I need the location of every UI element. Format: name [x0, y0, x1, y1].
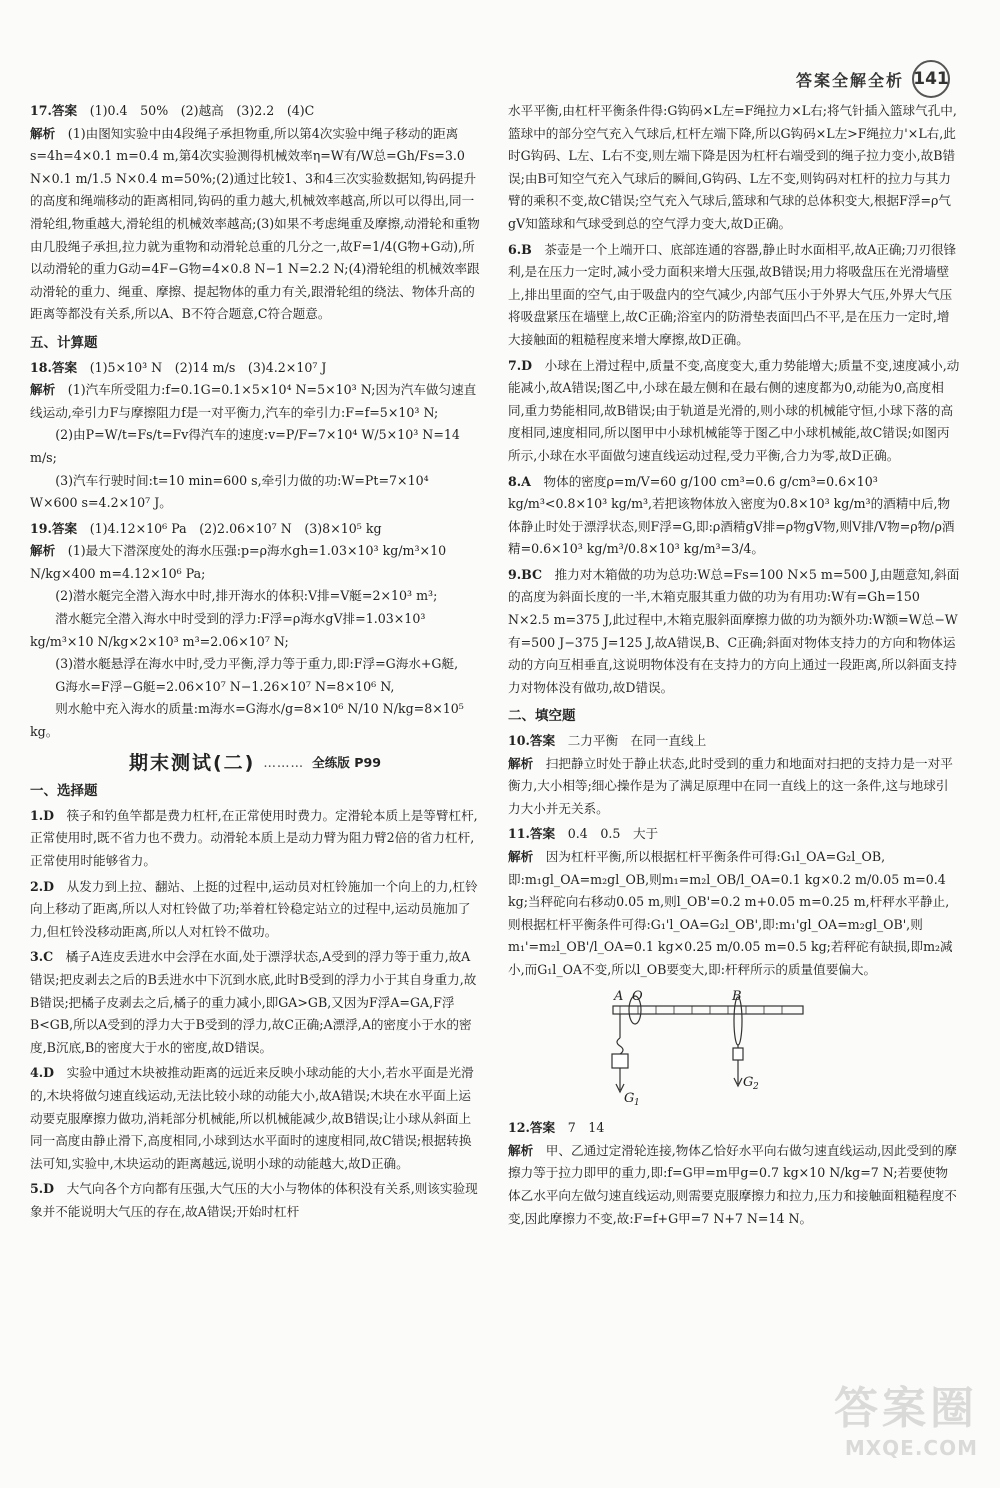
question-block	[508, 355, 960, 468]
question-text	[508, 1117, 960, 1140]
watermark-line1: 答案圈	[834, 1383, 978, 1434]
question-block	[30, 100, 480, 326]
question-text	[508, 100, 960, 236]
analysis-label: 解析	[508, 1142, 534, 1158]
question-text	[508, 355, 960, 468]
question-text	[508, 564, 960, 700]
section-heading: 五、计算题	[30, 334, 98, 351]
weight-g1	[612, 1054, 628, 1068]
analysis-text	[30, 540, 480, 585]
analysis-text	[508, 846, 960, 982]
analysis-extra: (2)由P=W/t=Fs/t=Fv得汽车的速度:v=P/F=7×10⁴ W/5×10³ N=14 m/s;	[30, 427, 460, 465]
answer-text: (1)5×10³ N (2)14 m/s (3)4.2×10⁷ J	[89, 359, 327, 375]
body-text: 物体的密度ρ=m/V=60 g/100 cm³=0.6 g/cm³=0.6×10³ kg/m³<0.8×10³ kg/m³,若把该物体放入密度为0.8×10³ kg/m³的酒精中后,物体静止时处于漂浮状态,则F浮=G,即:ρ酒精gV排=ρ物gV物,则V排/V物=ρ物/ρ酒精=0.6×10³ kg/m³/0.8×10³ kg/m³=3/4。	[508, 473, 955, 557]
left-column	[30, 100, 480, 1227]
weight-g2	[733, 1048, 743, 1060]
question-number: 3.C	[30, 949, 54, 965]
analysis-label: 解析	[30, 543, 56, 559]
label-g2-sub: 2	[753, 1081, 759, 1092]
answer-text: 二力平衡 在同一直线上	[567, 733, 707, 749]
question-text	[30, 357, 480, 380]
sliding-weight	[734, 997, 742, 1045]
body-text: 筷子和钓鱼竿都是费力杠杆,在正常使用时费力。定滑轮本质上是等臂杠杆,正常使用时,既不省力也不费力。动滑轮本质上是动力臂为阻力臂2倍的省力杠杆,正常使用时能够省力。	[30, 807, 478, 868]
question-block	[508, 730, 960, 820]
answer-text: 0.4 0.5 大于	[567, 826, 659, 842]
body-text: 从发力到上拉、翻站、上挺的过程中,运动员对杠铃施加一个向上的力,杠铃向上移动了距离,所以人对杠铃做了功;举着杠铃稳定站立的过程中,运动员施加了力,但杠铃没移动距离,所以人对杠铃不做功。	[30, 878, 478, 939]
analysis-label: 解析	[30, 125, 56, 141]
page-header	[796, 60, 950, 98]
question-block	[508, 1117, 960, 1230]
analysis-text	[508, 1140, 960, 1230]
lever-diagram	[608, 986, 808, 1106]
question-number: 5.D	[30, 1181, 55, 1197]
body-text: 因为杠杆平衡,所以根据杠杆平衡条件可得:G₁l_OA=G₂l_OB,即:m₁gl_OA=m₂gl_OB,则m₁=m₂l_OB/l_OA=0.1 kg×0.2 m/0.05 m=0.4 kg;当秤砣向右移动0.05 m,则l_OB'=0.2 m+0.05 m=0.25 m,杆秤水平静止,则根据杠杆平衡条件可得:G₁'l_OA=G₂l_OB',即:m₁'gl_OA=m₂gl_OB',则m₁'=m₂l_OB'/l_OA=0.1 kg×0.25 m/0.05 m=0.5 kg;若秤砣有缺损,即m₂减小,而G₁l_OA不变,所以l_OB要变大,即:杆秤所示的质量值要偏大。	[508, 849, 953, 977]
question-block	[30, 1178, 480, 1223]
watermark-line2: MXQE.COM	[844, 1436, 978, 1460]
answer-tag: 答案	[529, 826, 556, 842]
body-text: 小球在上滑过程中,质量不变,高度变大,重力势能增大;质量不变,速度减小,动能减小,故A错误;图乙中,小球在最左侧和在最右侧的速度都为0,动能为0,高度相同,重力势能相同,故B错误;由于轨道是光滑的,则小球的机械能守恒,小球下落的高度相同,速度相同,所以图甲中小球机械能等于图乙中小球机械能,故C错误;如图丙所示,小球在水平面做匀速直线运动过程,受力平衡,合力为零,故D正确。	[508, 357, 960, 463]
answer-tag: 答案	[51, 359, 78, 375]
question-number: 10.	[508, 733, 530, 749]
question-text	[508, 730, 960, 753]
hook	[617, 1038, 623, 1054]
answer-tag: 答案	[51, 520, 78, 536]
question-number: 11.	[508, 826, 530, 842]
question-text	[508, 823, 960, 846]
analysis-extra: 则水舱中充入海水的质量:m海水=G海水/g=8×10⁶ N/10 N/kg=8×10⁵ kg。	[30, 701, 464, 740]
question-block	[508, 823, 960, 981]
question-block	[508, 471, 960, 561]
question-text	[508, 471, 960, 561]
exam-ref: 全练版 P99	[312, 754, 382, 770]
question-text	[30, 518, 480, 541]
label-b: B	[732, 988, 742, 1004]
analysis-text	[30, 123, 480, 326]
body-text: 大气向各个方向都有压强,大气压的大小与物体的体积没有关系,则该实验现象并不能说明大气压的存在,故A错误;开始时杠杆	[30, 1181, 478, 1219]
body-text: 推力对木箱做的功为总功:W总=Fs=100 N×5 m=500 J,由题意知,斜面的高度为斜面长度的一半,木箱克服其重力做的功为有用功:W有=Gh=150 N×2.5 m=375 J,此过程中,木箱克服斜面摩擦力做的功为额外功:W额=W总−W有=500 J−375 J=125 J,故A错误,B、C正确;斜面对物体支持力的方向和物体运动的方向互相垂直,这说明物体没有在支持力的方向上通过一段距离,所以斜面支持力对物体没有做功,故D错误。	[508, 566, 960, 695]
analysis-label: 解析	[30, 382, 56, 398]
question-number: 7.D	[508, 357, 533, 373]
body-text: 水平平衡,由杠杆平衡条件得:G钩码×L左=F绳拉力×L右;将气针插入篮球气孔中,篮球中的部分空气充入气球后,杠杆左端下降,所以G钩码×L左>F绳拉力'×L右,此时G钩码、L左、L右不变,则左端下降是因为杠杆右端受到的绳子拉力变小,故B错误;由B可知空气充入气球后的瞬间,G钩码、L左不变,则钩码对杠杆的拉力与其力臂的乘积不变,故C错误;空气充入气球后,篮球和气球的总体积变大,根据F浮=ρ气gV知篮球和气球受到总的空气浮力变大,故D正确。	[508, 103, 957, 231]
question-block	[508, 100, 960, 236]
body-text: 橘子A连皮丢进水中会浮在水面,处于漂浮状态,A受到的浮力等于重力,故A错误;把皮剥去之后的B丢进水中下沉到水底,此时B受到的浮力小于其自身重力,故B错误;把橘子皮剥去之后,橘子的重力减小,即GA>GB,又因为F浮A=GA,F浮B<GB,所以A受到的浮力大于B受到的浮力,故C正确;A漂浮,A的密度小于水的密度,B沉底,B的密度大于水的密度,故D错误。	[30, 949, 477, 1055]
question-text	[30, 946, 480, 1059]
label-g1-sub: 1	[634, 1097, 640, 1106]
question-number: 4.D	[30, 1065, 55, 1081]
analysis-extra: (3)汽车行驶时间:t=10 min=600 s,牵引力做的功:W=Pt=7×10⁴ W×600 s=4.2×10⁷ J。	[30, 472, 429, 511]
question-number: 1.D	[30, 807, 55, 823]
page-number: 141	[912, 60, 950, 98]
question-text	[30, 1062, 480, 1175]
question-text	[30, 100, 480, 123]
body-text: (1)最大下潜深度处的海水压强:p=ρ海水gh=1.03×10³ kg/m³×10 N/kg×400 m=4.12×10⁶ Pa;	[30, 543, 447, 581]
question-block	[30, 357, 480, 515]
analysis-text	[30, 379, 480, 424]
question-number: 12.	[508, 1120, 530, 1136]
question-block	[30, 876, 480, 944]
question-block	[30, 946, 480, 1059]
label-o: O	[632, 988, 643, 1004]
analysis-extra: (2)潜水艇完全潜入海水中时,排开海水的体积:V排=V艇=2×10³ m³;	[55, 588, 438, 604]
question-text	[30, 876, 480, 944]
question-block	[30, 805, 480, 873]
body-text: 实验中通过木块被推动距离的远近来反映小球动能的大小,若水平面是光滑的,木块将做匀速直线运动,无法比较小球的动能大小,故A错误;木块在水平面上运动要克服摩擦力做功,消耗部分机械能,所以机械能减少,故B错误;让小球从斜面上同一高度由静止滑下,高度相同,小球到达水平面时的速度相同,故C错误;根据转换法可知,实验中,木块运动的距离越远,说明小球的动能越大,故D正确。	[30, 1065, 474, 1171]
analysis-extra: (3)潜水艇悬浮在海水中时,受力平衡,浮力等于重力,即:F浮=G海水+G艇,	[55, 656, 459, 672]
body-text: (1)由图知实验中由4段绳子承担物重,所以第4次实验中绳子移动的距离s=4h=4×0.1 m=0.4 m,第4次实验测得机械效率η=W有/W总=Gh/Fs=3.0 N×0.1 m/1.5 N×0.4 m=50%;(2)通过比较1、3和4三次实验数据知,钩码提升的高度和绳端移动的距离相同,钩码的重力越大,机械效率越高,所以可以得出,同一滑轮组,物重越大,滑轮组的机械效率越高;(3)如果不考虑绳重及摩擦,动滑轮和重物由几股绳子承担,拉力就为重物和动滑轮总重的几分之一,故F=1/4(G物+G动),所以动滑轮的重力G动=4F−G物=4×0.8 N−1 N=2.2 N;(4)滑轮组的机械效率跟动滑轮的重力、绳重、摩擦、提起物体的重力有关,跟滑轮组的绕法、物体升高的距离等都没有关系,所以A、B不符合题意,C符合题意。	[30, 125, 480, 322]
answer-tag: 答案	[51, 103, 78, 118]
analysis-extra: 潜水艇完全潜入海水中时受到的浮力:F浮=ρ海水gV排=1.03×10³ kg/m³×10 N/kg×2×10³ m³=2.06×10⁷ N;	[30, 611, 426, 649]
analysis-label: 解析	[508, 849, 534, 864]
question-number: 9.BC	[508, 566, 543, 582]
section-heading: 一、选择题	[30, 783, 98, 800]
body-text: 甲、乙通过定滑轮连接,物体乙恰好水平向右做匀速直线运动,因此受到的摩擦力等于拉力即甲的重力,即:f=G甲=m甲g=0.7 kg×10 N/kg=7 N;若要使物体乙水平向左做匀速直线运动,则需要克服摩擦力和拉力,压力和接触面粗糙程度不变,因此摩擦力不变,故:F=f+G甲=7 N+7 N=14 N。	[508, 1142, 957, 1226]
question-number: 8.A	[508, 473, 531, 489]
watermark-logo	[834, 1372, 978, 1460]
question-number: 17.	[30, 103, 52, 118]
body-text: (1)汽车所受阻力:f=0.1G=0.1×5×10⁴ N=5×10³ N;因为汽车做匀速直线运动,牵引力F与摩擦阻力f是一对平衡力,汽车的牵引力:F=f=5×10³ N;	[30, 382, 477, 420]
label-g2: G	[743, 1074, 754, 1090]
question-text	[508, 239, 960, 352]
label-g1: G	[624, 1090, 635, 1106]
exam-dots: ………	[263, 754, 305, 770]
question-block	[508, 564, 960, 700]
answer-text: 7 14	[567, 1120, 605, 1136]
answer-tag: 答案	[529, 733, 556, 749]
section-heading: 二、填空题	[508, 708, 576, 725]
right-column	[508, 100, 960, 1233]
label-a: A	[614, 988, 624, 1004]
analysis-label: 解析	[508, 755, 534, 771]
lever-figure	[608, 986, 960, 1114]
analysis-extra: G海水=F浮−G艇=2.06×10⁷ N−1.26×10⁷ N=8×10⁶ N,	[55, 678, 395, 694]
question-text	[30, 1178, 480, 1223]
question-number: 6.B	[508, 241, 532, 257]
answer-text: (1)0.4 50% (2)越高 (3)2.2 (4)C	[89, 103, 315, 118]
body-text: 扫把静立时处于静止状态,此时受到的重力和地面对扫把的支持力是一对平衡力,大小相等;细心操作是为了满足原理中在同一直线上的这一条件,这与地球引力大小并无关系。	[508, 755, 953, 816]
analysis-text	[508, 753, 960, 821]
question-block	[30, 518, 480, 744]
question-block	[30, 1062, 480, 1175]
exam-title-bar	[30, 752, 480, 775]
header-title: 答案全解全析	[795, 70, 904, 90]
question-number: 19.	[30, 520, 52, 536]
exam-title: 期末测试(二)	[128, 751, 256, 774]
body-text: 茶壶是一个上端开口、底部连通的容器,静止时水面相平,故A正确;刀刃很锋利,是在压力一定时,减小受力面积来增大压强,故B错误;用力将吸盘压在光滑墙壁上,排出里面的空气,由于吸盘内的空气减少,内部气压小于外界大气压,外界大气压将吸盘紧压在墙壁上,故C正确;浴室内的防滑垫表面凹凸不平,是在压力一定时,增大接触面的粗糙程度来增大摩擦,故D正确。	[508, 241, 957, 347]
answer-text: (1)4.12×10⁶ Pa (2)2.06×10⁷ N (3)8×10⁵ kg	[89, 520, 382, 536]
question-number: 18.	[30, 359, 52, 375]
question-text	[30, 805, 480, 873]
question-number: 2.D	[30, 878, 55, 894]
answer-tag: 答案	[529, 1120, 556, 1136]
question-block	[508, 239, 960, 352]
